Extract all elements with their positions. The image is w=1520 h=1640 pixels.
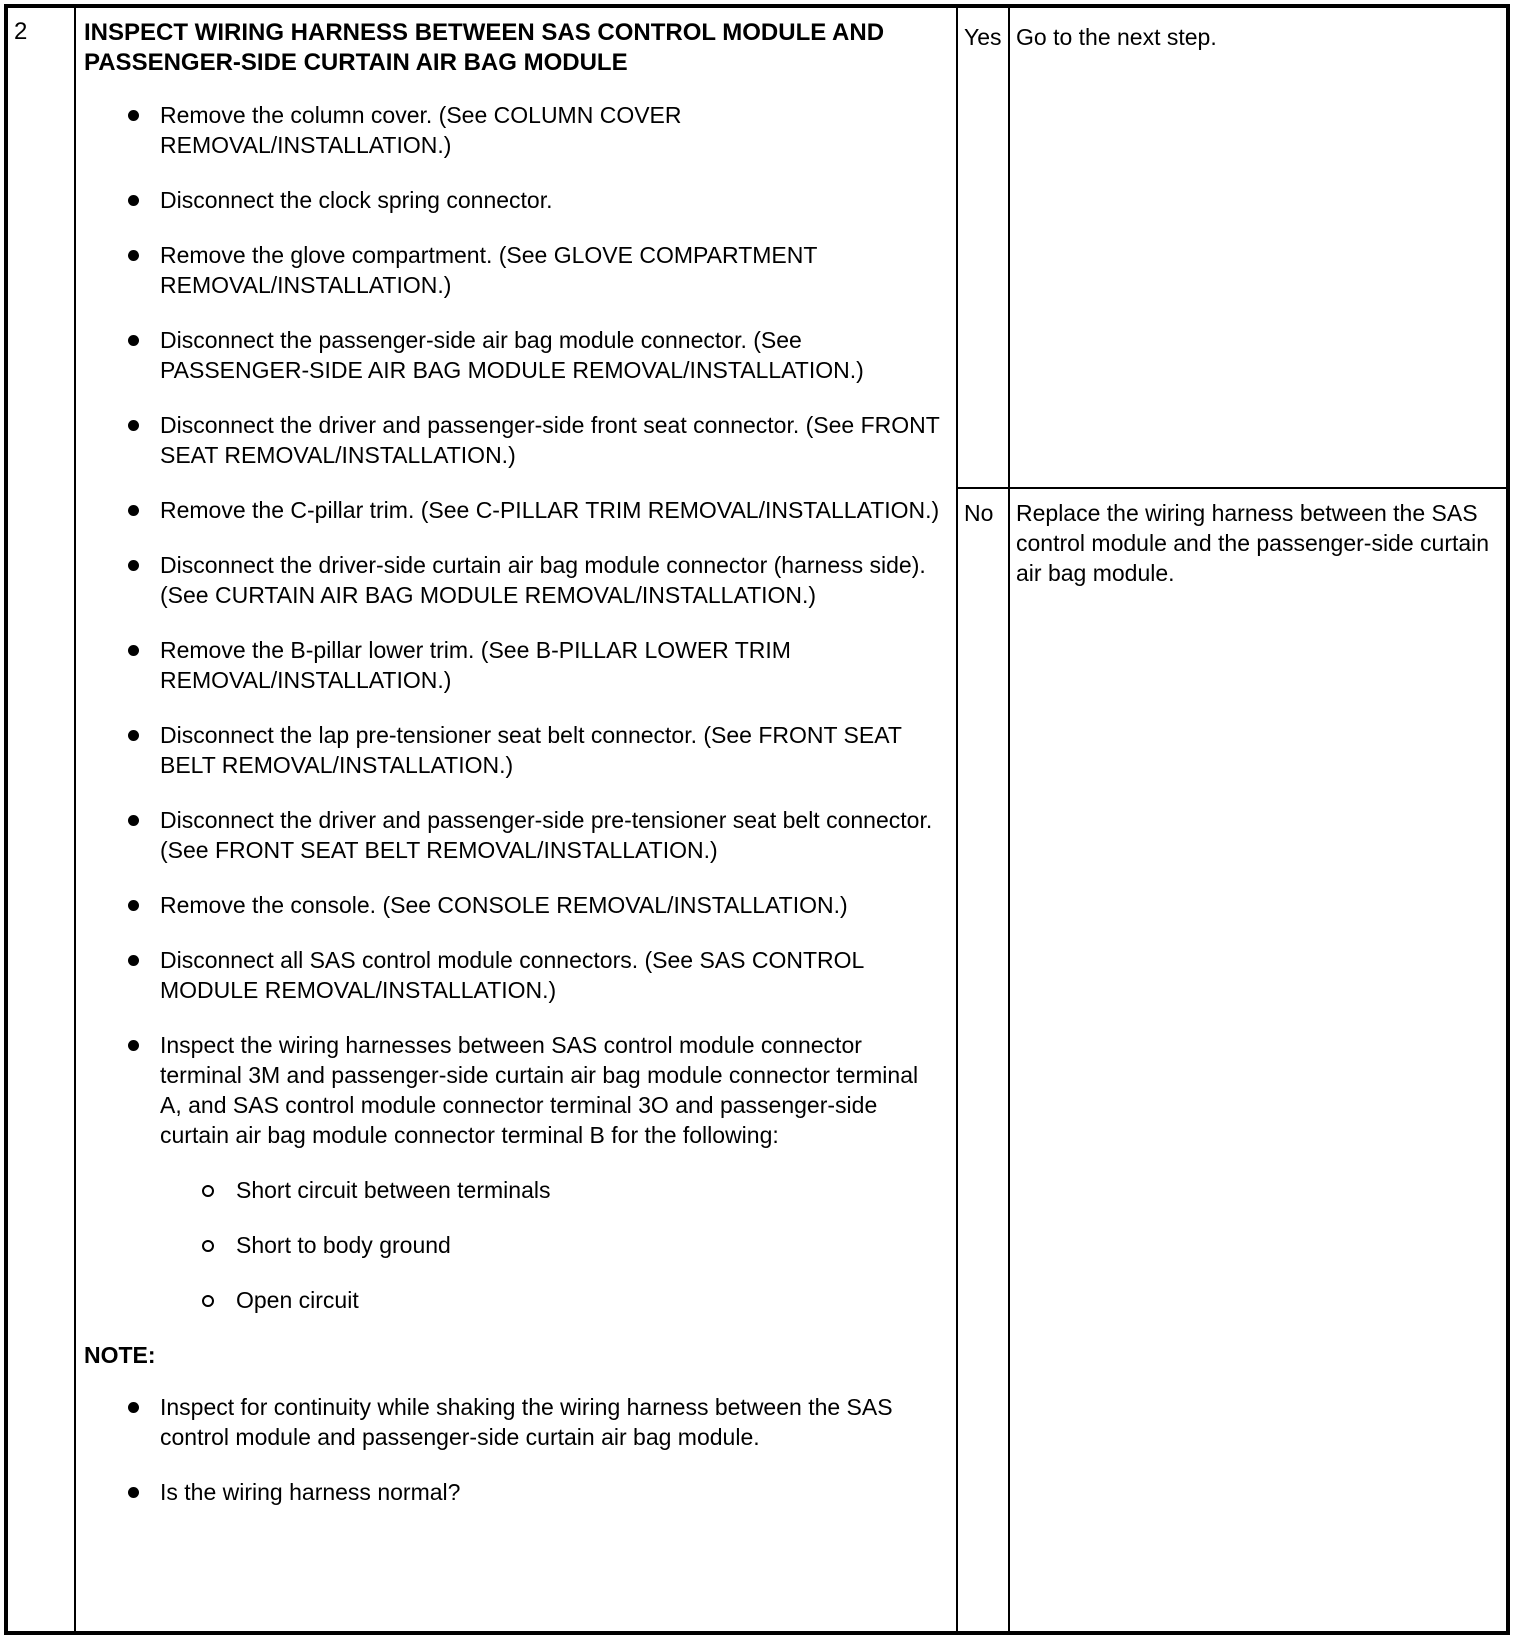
circle-bullet-icon xyxy=(202,1295,214,1307)
note-list xyxy=(84,1392,944,1507)
list-item: Disconnect the clock spring connector. xyxy=(84,185,944,215)
step-title: INSPECT WIRING HARNESS BETWEEN SAS CONTROL MODULE AND PASSENGER-SIDE CURTAIN AIR BAG MODULE xyxy=(84,19,885,76)
yes-action: Go to the next step. xyxy=(1016,24,1217,50)
list-item: Open circuit xyxy=(84,1285,944,1315)
list-item: Remove the C-pillar trim. (See C-PILLAR TRIM REMOVAL/INSTALLATION.) xyxy=(84,495,944,525)
list-item: Remove the console. (See CONSOLE REMOVAL/INSTALLATION.) xyxy=(84,890,944,920)
action-list xyxy=(84,100,944,1150)
column-divider xyxy=(74,8,76,1631)
bullet-icon xyxy=(128,955,139,966)
list-item: Disconnect the driver-side curtain air bag module connector (harness side). (See CURTAIN AIR BAG MODULE REMOVAL/INSTALLATION.) xyxy=(84,550,944,610)
bullet-icon xyxy=(128,1487,139,1498)
list-item: Remove the column cover. (See COLUMN COVER REMOVAL/INSTALLATION.) xyxy=(84,100,944,160)
bullet-icon xyxy=(128,250,139,261)
no-action: Replace the wiring harness between the SAS control module and the passenger-side curtain air bag module. xyxy=(1016,500,1490,586)
bullet-icon xyxy=(128,645,139,656)
condition-list xyxy=(84,1175,944,1315)
list-item: Remove the glove compartment. (See GLOVE COMPARTMENT REMOVAL/INSTALLATION.) xyxy=(84,240,944,300)
circle-bullet-icon xyxy=(202,1240,214,1252)
yes-label: Yes xyxy=(964,24,1002,50)
bullet-icon xyxy=(128,505,139,516)
bullet-icon xyxy=(128,900,139,911)
circle-bullet-icon xyxy=(202,1185,214,1197)
bullet-icon xyxy=(128,195,139,206)
list-item: Inspect the wiring harnesses between SAS control module connector terminal 3M and passenger-side curtain air bag module connector terminal A, and SAS control module connector terminal 3O and passenger-side curtain air bag module connector terminal B for the following: xyxy=(84,1030,944,1150)
list-item: Disconnect the driver and passenger-side front seat connector. (See FRONT SEAT REMOVAL/INSTALLATION.) xyxy=(84,410,944,470)
bullet-icon xyxy=(128,1040,139,1051)
bullet-icon xyxy=(128,815,139,826)
list-item: Remove the B-pillar lower trim. (See B-PILLAR LOWER TRIM REMOVAL/INSTALLATION.) xyxy=(84,635,944,695)
procedure-table xyxy=(4,4,1510,1635)
bullet-icon xyxy=(128,335,139,346)
step-content xyxy=(84,18,944,1532)
bullet-icon xyxy=(128,560,139,571)
list-item: Disconnect the passenger-side air bag module connector. (See PASSENGER-SIDE AIR BAG MODULE REMOVAL/INSTALLATION.) xyxy=(84,325,944,385)
no-label: No xyxy=(964,500,994,526)
bullet-icon xyxy=(128,420,139,431)
row-divider xyxy=(956,487,1506,489)
column-divider xyxy=(956,8,958,1631)
list-item: Disconnect all SAS control module connectors. (See SAS CONTROL MODULE REMOVAL/INSTALLATION.) xyxy=(84,945,944,1005)
list-item: Short to body ground xyxy=(84,1230,944,1260)
bullet-icon xyxy=(128,1402,139,1413)
column-divider xyxy=(1008,8,1010,1631)
list-item: Is the wiring harness normal? xyxy=(84,1477,944,1507)
list-item: Inspect for continuity while shaking the wiring harness between the SAS control module and passenger-side curtain air bag module. xyxy=(84,1392,944,1452)
note-label: NOTE: xyxy=(84,1342,156,1368)
step-number: 2 xyxy=(14,18,28,45)
list-item: Disconnect the driver and passenger-side pre-tensioner seat belt connector. (See FRONT SEAT BELT REMOVAL/INSTALLATION.) xyxy=(84,805,944,865)
bullet-icon xyxy=(128,730,139,741)
list-item: Disconnect the lap pre-tensioner seat belt connector. (See FRONT SEAT BELT REMOVAL/INSTALLATION.) xyxy=(84,720,944,780)
bullet-icon xyxy=(128,110,139,121)
list-item: Short circuit between terminals xyxy=(84,1175,944,1205)
